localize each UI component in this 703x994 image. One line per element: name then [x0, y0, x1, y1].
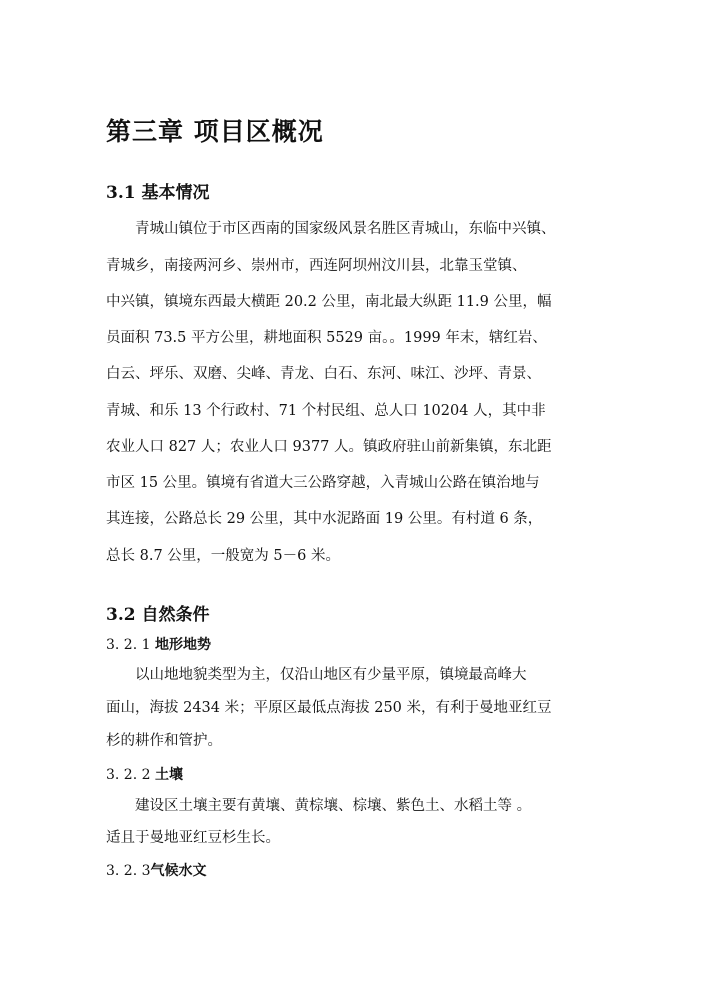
paragraph-line: 员面积 73.5 平方公里，耕地面积 5529 亩。。1999 年末，辖红岩、: [106, 330, 547, 346]
subsection-number: 3. 2. 3: [106, 863, 151, 879]
paragraph-line: 面山，海拔 2434 米；平原区最低点海拔 250 米，有利于曼地亚红豆: [106, 700, 552, 716]
subsection-title-3-2-1: [106, 634, 211, 654]
section-title-3-2: 3.2 自然条件: [106, 605, 210, 625]
paragraph-line: 市区 15 公里。镇境有省道大三公路穿越，入青城山公路在镇治地与: [106, 475, 540, 491]
paragraph-line: 农业人口 827 人；农业人口 9377 人。镇政府驻山前新集镇，东北距: [106, 439, 552, 455]
paragraph-line: 建设区土壤主要有黄壤、黄棕壤、棕壤、紫色土、水稻土等 。: [135, 798, 532, 814]
subsection-number: 3. 2. 2: [106, 767, 155, 783]
paragraph-line: 青城乡，南接两河乡、崇州市，西连阿坝州汶川县，北靠玉堂镇、: [106, 258, 527, 274]
paragraph-line: 以山地地貌类型为主，仅沿山地区有少量平原，镇境最高峰大: [135, 667, 527, 683]
paragraph-line: 青城山镇位于市区西南的国家级风景名胜区青城山，东临中兴镇、: [135, 221, 556, 237]
paragraph-line: 适且于曼地亚红豆杉生长。: [106, 830, 280, 846]
subsection-number: 3. 2. 1: [106, 637, 155, 653]
subsection-text: 气候水文: [150, 863, 207, 879]
section-title-3-1: 3.1 基本情况: [106, 183, 210, 203]
paragraph-line: 总长 8.7 公里，一般宽为 5－6 米。: [106, 548, 340, 564]
paragraph-line: 白云、坪乐、双磨、尖峰、青龙、白石、东河、味江、沙坪、青景、: [106, 366, 541, 382]
paragraph-line: 青城、和乐 13 个行政村、71 个村民组、总人口 10204 人，其中非: [106, 403, 546, 419]
chapter-title: 第三章 项目区概况: [106, 117, 324, 146]
subsection-title-3-2-2: [106, 764, 183, 784]
paragraph-line: 杉的耕作和管护。: [106, 733, 222, 749]
subsection-text: 土壤: [154, 767, 183, 783]
paragraph-line: 中兴镇，镇境东西最大横距 20.2 公里，南北最大纵距 11.9 公里，幅: [106, 294, 552, 310]
paragraph-line: 其连接，公路总长 29 公里，其中水泥路面 19 公里。有村道 6 条，: [106, 511, 543, 527]
subsection-text: 地形地势: [154, 637, 211, 653]
subsection-title-3-2-3: [106, 860, 207, 880]
